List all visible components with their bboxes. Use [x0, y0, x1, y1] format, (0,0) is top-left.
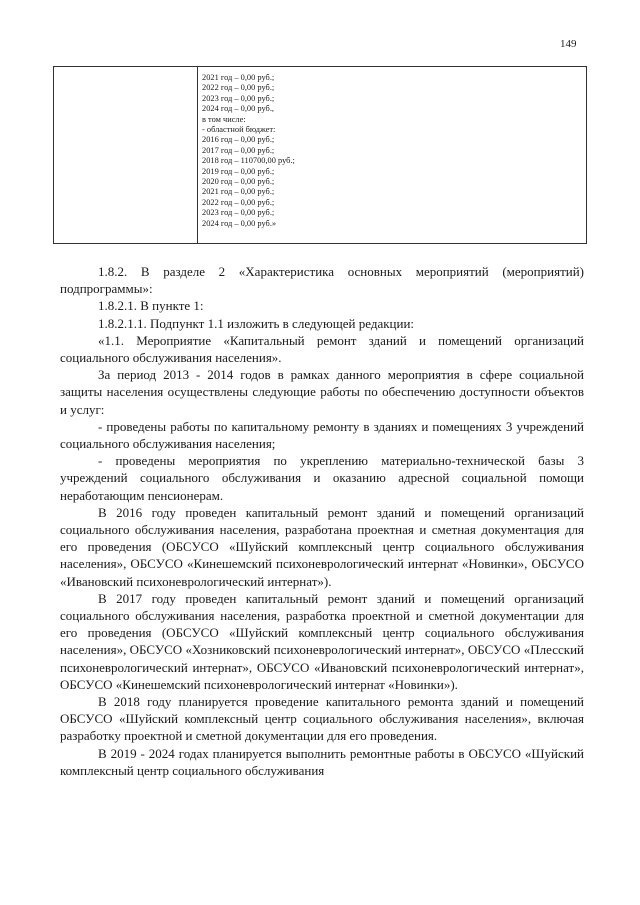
list-item: - проведены работы по капитальному ремонту в зданиях и помещениях 3 учреждений социального обслуживания населения; [60, 418, 584, 452]
page-number: 149 [560, 38, 577, 50]
table-line: 2021 год – 0,00 руб.; [202, 187, 275, 197]
table-line: 2016 год – 0,00 руб.; [202, 135, 275, 145]
table-line: в том числе: [202, 114, 246, 124]
document-body [60, 263, 584, 779]
table-line: 2018 год – 110700,00 руб.; [202, 156, 295, 166]
table-line: - областной бюджет: [202, 125, 276, 135]
table-line: 2021 год – 0,00 руб.; [202, 73, 275, 82]
funding-table [53, 66, 587, 244]
paragraph: В 2018 году планируется проведение капитального ремонта зданий и помещений ОБСУСО «Шуйский комплексный центр социального обслуживания населения», включая разработку проектной и сметной документации для его проведения. [60, 694, 584, 744]
table-line: 2022 год – 0,00 руб.; [202, 83, 275, 93]
table-line: 2024 год – 0,00 руб., [202, 104, 275, 114]
clause-heading: 1.8.2.1.1. Подпункт 1.1 изложить в следующей редакции: [98, 315, 415, 331]
measure-title: «1.1. Мероприятие «Капитальный ремонт зданий и помещений организаций социального обслуживания населения». [60, 332, 584, 366]
paragraph: В 2019 - 2024 годах планируется выполнить ремонтные работы в ОБСУСО «Шуйский комплексный центр социального обслуживания [60, 745, 584, 778]
section-heading: 1.8.2. В разделе 2 «Характеристика основных мероприятий (мероприятий) подпрограммы»: [60, 264, 584, 297]
table-line: 2019 год – 0,00 руб.; [202, 166, 275, 176]
table-line: 2020 год – 0,00 руб.; [202, 177, 275, 187]
paragraph: В 2016 году проведен капитальный ремонт зданий и помещений организаций социального обслуживания населения, разработана проектная и сметная документация для его проведения (ОБСУСО «Шуйский комплексный центр социального обслуживания населения», ОБСУСО «Кинешемский психоневрологический интернат «Новинки», ОБСУСО «Ивановский психоневрологический интернат»). [60, 504, 584, 589]
paragraph: За период 2013 - 2014 годов в рамках данного мероприятия в сфере социальной защиты населения осуществлены следующие работы по обеспечению доступности объектов и услуг: [60, 367, 584, 417]
table-line: 2023 год – 0,00 руб.; [202, 93, 275, 103]
table-line: 2022 год – 0,00 руб.; [202, 197, 275, 207]
table-left-cell [54, 67, 198, 243]
table-right-cell [198, 67, 586, 243]
paragraph: В 2017 году проведен капитальный ремонт зданий и помещений организаций социального обслуживания населения, разработка проектной и сметной документации для его проведения (ОБСУСО «Шуйский комплексный центр социального обслуживания населения», ОБСУСО «Хозниковский психоневрологический интернат», ОБСУСО «Плесский психоневрологический интернат», ОБСУСО «Ивановский психоневрологический интернат», ОБСУСО «Кинешемский психоневрологический интернат «Новинки»). [60, 590, 584, 692]
table-line: 2017 год – 0,00 руб.; [202, 145, 275, 155]
table-line: 2023 год – 0,00 руб.; [202, 208, 275, 218]
clause-heading: 1.8.2.1. В пункте 1: [98, 298, 204, 314]
table-line: 2024 год – 0,00 руб.» [202, 218, 277, 228]
list-item: - проведены мероприятия по укреплению материально-технической базы 3 учреждений социального обслуживания и оказанию адресной социальной помощи неработающим пенсионерам. [60, 453, 584, 503]
